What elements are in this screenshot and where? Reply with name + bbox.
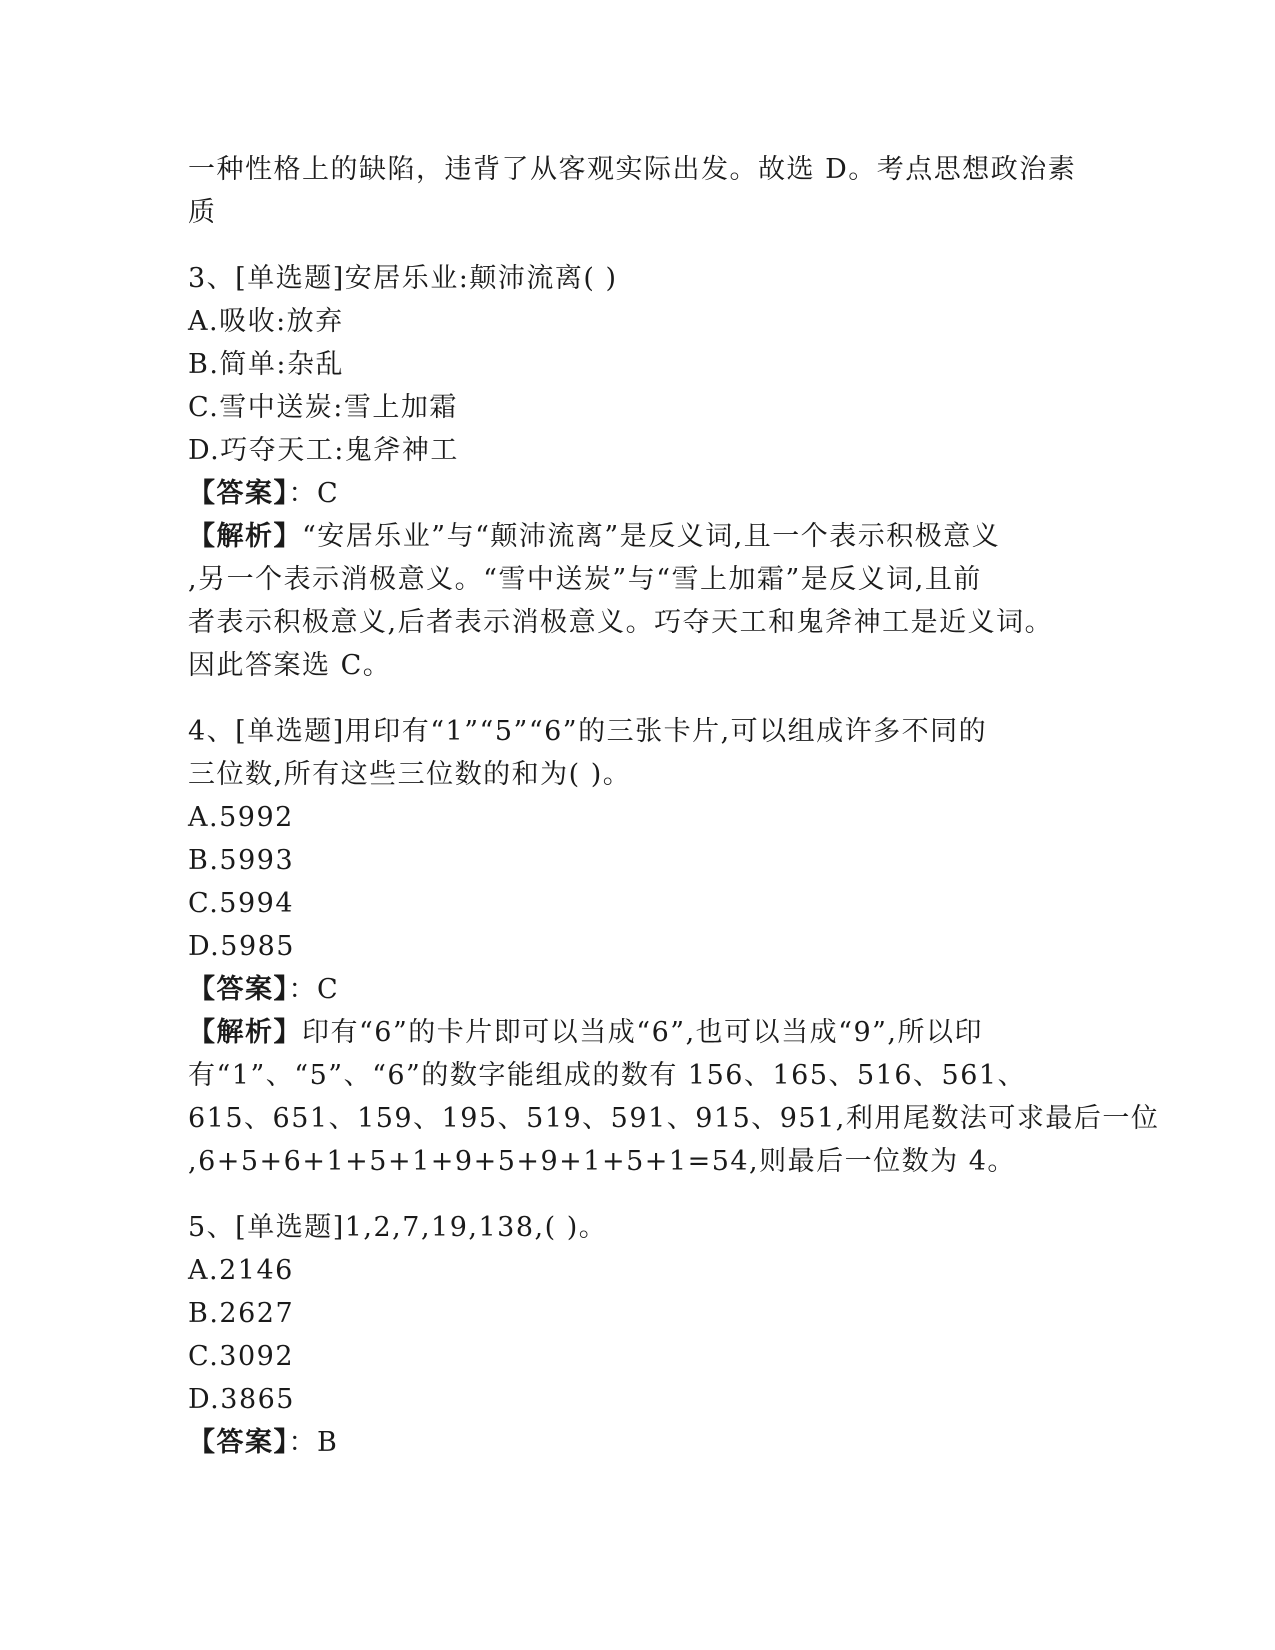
option-b: B.2627 — [188, 1298, 295, 1329]
analysis-line — [188, 515, 1088, 558]
option-a: A.吸收:放弃 — [188, 306, 344, 337]
option-c: C.3092 — [188, 1341, 294, 1372]
option-d: D.巧夺天工:鬼斧神工 — [188, 435, 459, 466]
answer-line — [188, 968, 1088, 1011]
option-a: A.2146 — [188, 1255, 294, 1286]
option-c: C.5994 — [188, 888, 294, 919]
explanation-continued-line: 一种性格上的缺陷，违背了从客观实际出发。故选 D。考点思想政治素 — [188, 154, 1077, 185]
option-d: D.5985 — [188, 931, 295, 962]
analysis-line: ,另一个表示消极意义。“雪中送炭”与“雪上加霜”是反义词,且前 — [188, 564, 982, 595]
question-stem: 三位数,所有这些三位数的和为( )。 — [188, 759, 632, 790]
answer-value: ：C — [288, 478, 340, 509]
analysis-label: 【解析】 — [188, 521, 302, 552]
analysis-line — [188, 1011, 1088, 1054]
explanation-continued-line: 质 — [188, 197, 217, 228]
analysis-line: 615、651、159、195、519、591、915、951,利用尾数法可求最后一位 — [188, 1103, 1160, 1134]
answer-line — [188, 472, 1088, 515]
question-stem: 5、[单选题]1,2,7,19,138,( )。 — [188, 1212, 608, 1243]
analysis-text: “安居乐业”与“颠沛流离”是反义词,且一个表示积极意义 — [302, 521, 1001, 552]
analysis-line: 者表示积极意义,后者表示消极意义。巧夺天工和鬼斧神工是近义词。 — [188, 607, 1054, 638]
analysis-line: 有“1”、“5”、“6”的数字能组成的数有 156、165、516、561、 — [188, 1060, 1027, 1091]
question-3 — [188, 257, 1088, 687]
question-stem: 4、[单选题]用印有“1”“5”“6”的三张卡片,可以组成许多不同的 — [188, 716, 988, 747]
answer-label: 【答案】 — [188, 1427, 289, 1458]
option-b: B.5993 — [188, 845, 295, 876]
question-stem: 3、[单选题]安居乐业:颠沛流离( ) — [188, 263, 618, 294]
question-5 — [188, 1206, 1088, 1464]
answer-label: 【答案】 — [188, 478, 289, 509]
document-page — [188, 148, 1160, 1464]
option-c: C.雪中送炭:雪上加霜 — [188, 392, 458, 423]
analysis-line: ,6+5+6+1+5+1+9+5+9+1+5+1=54,则最后一位数为 4。 — [188, 1146, 1016, 1177]
option-a: A.5992 — [188, 802, 294, 833]
option-d: D.3865 — [188, 1384, 295, 1415]
answer-label: 【答案】 — [188, 974, 289, 1005]
analysis-line: 因此答案选 C。 — [188, 650, 392, 681]
question-4 — [188, 710, 1160, 1183]
option-b: B.简单:杂乱 — [188, 349, 345, 380]
answer-value: ：C — [288, 974, 340, 1005]
analysis-label: 【解析】 — [188, 1017, 302, 1048]
analysis-text: 印有“6”的卡片即可以当成“6”,也可以当成“9”,所以印 — [302, 1017, 984, 1048]
answer-value: ：B — [288, 1427, 339, 1458]
answer-line — [188, 1421, 1088, 1464]
